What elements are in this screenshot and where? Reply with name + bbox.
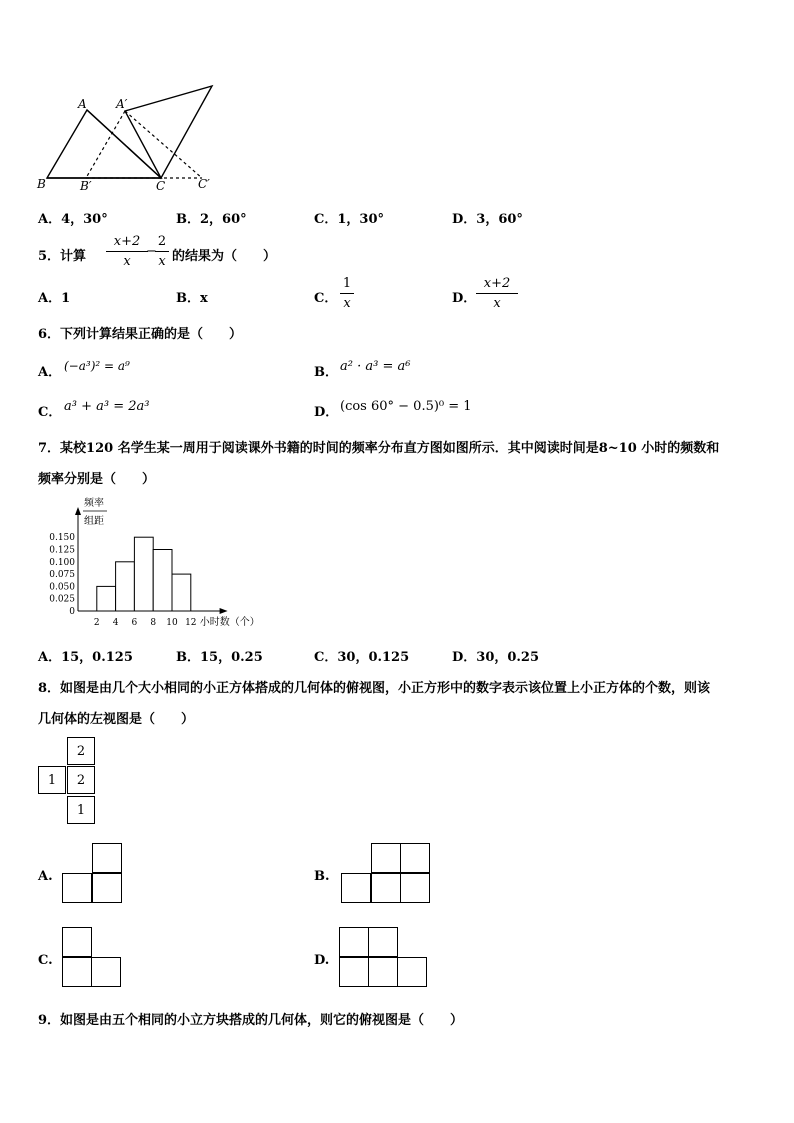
q4-option-b[interactable]: B．2，60° bbox=[176, 212, 247, 227]
q7-histogram bbox=[30, 495, 270, 635]
q6-option-c-label[interactable]: C． bbox=[38, 405, 62, 420]
x-axis-label: 小时数（个） bbox=[199, 617, 260, 628]
top-view-cell: 1 bbox=[67, 796, 95, 824]
q4-option-d[interactable]: D．3，60° bbox=[452, 212, 523, 227]
label-A: A bbox=[78, 97, 87, 111]
q5-fraction-1: x+2 x bbox=[106, 234, 148, 269]
histogram-bar bbox=[97, 586, 116, 611]
q6-option-c-expr: a³ + a³ = 2a³ bbox=[64, 399, 150, 414]
q5-option-c-fraction: 1 x bbox=[340, 276, 354, 311]
q8-option-d-label[interactable]: D. bbox=[314, 953, 330, 968]
x-tick-label: 2 bbox=[93, 618, 100, 628]
q6-option-d-expr: (cos 60° − 0.5)⁰ = 1 bbox=[340, 399, 472, 414]
q8-option-c-figure[interactable] bbox=[62, 927, 124, 989]
y-tick-label: 0.100 bbox=[49, 557, 75, 568]
y-axis-label-top: 频率 bbox=[84, 498, 104, 509]
x-tick-label: 12 bbox=[185, 618, 197, 628]
q5-option-b[interactable]: B．x bbox=[176, 291, 208, 306]
label-C-prime: C′ bbox=[198, 177, 210, 191]
y-tick-label: 0.050 bbox=[49, 582, 75, 593]
q8-stem-line1: 8．如图是由几个大小相同的小正方体搭成的几何体的俯视图，小正方形中的数字表示该位置上小正方体的个数，则该 bbox=[38, 681, 711, 696]
q5-suffix: 的结果为（ ） bbox=[172, 249, 277, 264]
q6-option-d-label[interactable]: D． bbox=[314, 405, 339, 420]
x-axis-arrow bbox=[220, 608, 228, 614]
q7-option-c[interactable]: C．30，0.125 bbox=[314, 650, 410, 665]
top-view-cell: 2 bbox=[67, 737, 95, 765]
y-tick-label: 0.150 bbox=[49, 533, 75, 544]
q8-option-a-figure[interactable] bbox=[62, 843, 124, 905]
q6-option-b-label[interactable]: B． bbox=[314, 365, 338, 380]
q8-top-view bbox=[38, 737, 98, 827]
histogram-bar bbox=[134, 537, 153, 611]
q7-stem-line2: 频率分别是（ ） bbox=[38, 472, 156, 487]
q8-option-b-label[interactable]: B. bbox=[314, 869, 330, 884]
q4-option-c[interactable]: C．1，30° bbox=[314, 212, 384, 227]
label-B: B bbox=[37, 177, 46, 191]
q5-option-a[interactable]: A．1 bbox=[38, 291, 71, 306]
x-tick-label: 8 bbox=[150, 618, 157, 628]
origin-label: 0 bbox=[69, 607, 75, 617]
label-A-prime: A′ bbox=[116, 97, 128, 111]
x-tick-label: 10 bbox=[166, 618, 178, 628]
q6-stem: 6．下列计算结果正确的是（ ） bbox=[38, 327, 243, 342]
q8-option-d-figure[interactable] bbox=[339, 927, 431, 989]
q8-option-c-label[interactable]: C. bbox=[38, 953, 53, 968]
q8-option-a-label[interactable]: A. bbox=[38, 869, 53, 884]
histogram-bar bbox=[172, 574, 191, 611]
q7-stem-line1: 7．某校120 名学生某一周用于阅读课外书籍的时间的频率分布直方图如图所示．其中阅读时间是8~10 小时的频数和 bbox=[38, 441, 720, 456]
q8-stem-line2: 几何体的左视图是（ ） bbox=[38, 712, 195, 727]
q7-option-a[interactable]: A．15，0.125 bbox=[38, 650, 133, 665]
q5-fraction-2: 2 x bbox=[155, 234, 169, 269]
q5-option-d-label[interactable]: D． bbox=[452, 291, 477, 306]
top-view-cell: 2 bbox=[67, 766, 95, 794]
top-view-cell: 1 bbox=[38, 766, 66, 794]
label-C: C bbox=[156, 179, 166, 193]
q9-stem: 9．如图是由五个相同的小立方块搭成的几何体，则它的俯视图是（ ） bbox=[38, 1013, 464, 1028]
q6-option-a-expr: (−a³)² = a⁹ bbox=[64, 359, 130, 373]
q4-option-a[interactable]: A．4，30° bbox=[38, 212, 108, 227]
y-tick-label: 0.125 bbox=[49, 545, 75, 556]
y-axis-arrow bbox=[75, 507, 81, 515]
histogram-bar bbox=[116, 562, 135, 611]
y-axis-label-bottom: 组距 bbox=[84, 516, 104, 527]
q5-prefix: 5．计算 bbox=[38, 249, 87, 264]
x-tick-label: 4 bbox=[112, 618, 119, 628]
q6-option-b-expr: a² · a³ = a⁶ bbox=[340, 359, 411, 374]
histogram-bar bbox=[153, 550, 172, 612]
y-tick-label: 0.025 bbox=[49, 594, 75, 605]
q6-option-a-label[interactable]: A． bbox=[38, 365, 62, 380]
q5-minus: − bbox=[146, 244, 157, 259]
q4-geometry-figure bbox=[34, 80, 224, 195]
y-tick-label: 0.075 bbox=[49, 570, 75, 581]
label-B-prime: B′ bbox=[80, 179, 92, 193]
q8-option-b-figure[interactable] bbox=[341, 843, 433, 905]
q7-option-d[interactable]: D．30，0.25 bbox=[452, 650, 540, 665]
x-tick-label: 6 bbox=[131, 618, 138, 628]
q7-option-b[interactable]: B．15，0.25 bbox=[176, 650, 263, 665]
q5-option-c-label[interactable]: C． bbox=[314, 291, 338, 306]
q5-option-d-fraction: x+2 x bbox=[476, 276, 518, 311]
